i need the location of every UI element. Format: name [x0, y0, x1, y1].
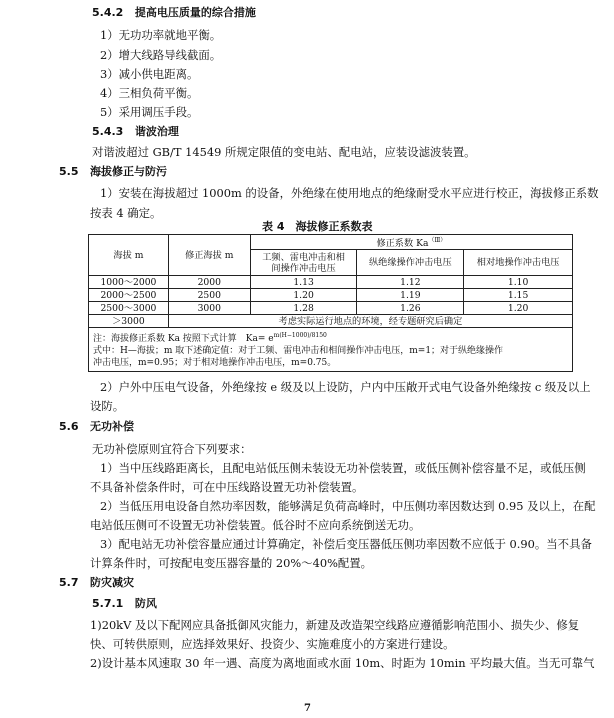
cell-value: 1.12 — [357, 276, 464, 289]
section-5-7-heading — [59, 576, 134, 590]
paragraph-line: 1)20kV 及以下配网应具备抵御风灾能力，新建及改造架空线路应遵循影响范围小、损失少、修复 — [90, 618, 580, 632]
table-row — [89, 289, 573, 302]
cell-value: 1.19 — [357, 289, 464, 302]
paragraph-line: 电站低压侧可不设置无功补偿装置。低谷时不应向系统倒送无功。 — [90, 518, 421, 532]
paragraph-line: 设防。 — [90, 399, 125, 413]
paragraph-line: 1）当中压线路距离长，且配电站低压侧未装设无功补偿装置，或低压侧补偿容量不足，或低压侧 — [100, 461, 586, 475]
cell-value: 1.13 — [250, 276, 357, 289]
cell-altitude: 2000～2500 — [89, 289, 169, 302]
header-longitudinal: 纵绝缘操作冲击电压 — [357, 250, 464, 276]
paragraph-line: 快、可转供原则，应选择效果好、投资少、实施难度小的方案进行建设。 — [90, 637, 455, 651]
list-item: 3）减小供电距离。 — [100, 67, 199, 81]
section-number: 5.4.2 — [92, 6, 124, 19]
cell-merged-note: 考虑实际运行地点的环境，经专题研究后确定 — [168, 315, 572, 328]
paragraph-line: 2)设计基本风速取 30 年一遇、高度为离地面或水面 10m、时距为 10min 平均最大值。当无可靠气 — [90, 656, 595, 670]
list-item: 2）增大线路导线截面。 — [100, 48, 222, 62]
table-row — [89, 276, 573, 289]
table-row — [89, 315, 573, 328]
cell-value: 1.28 — [250, 302, 357, 315]
header-ka-label: 修正系数 Ka — [376, 238, 429, 250]
section-5-5-heading — [59, 165, 167, 179]
cell-corrected: 2500 — [168, 289, 250, 302]
table-caption: 表 4 海拔修正系数表 — [262, 220, 373, 233]
header-altitude: 海拔 m — [89, 235, 169, 276]
header-ka-superscript: （Ⅲ） — [428, 237, 447, 244]
table-row — [89, 302, 573, 315]
paragraph-line: 不具备补偿条件时，可在中压线路设置无功补偿装置。 — [90, 480, 364, 494]
table-note — [89, 328, 573, 372]
cell-value: 1.20 — [250, 289, 357, 302]
section-title: 防灾减灾 — [90, 576, 134, 589]
section-5-4-2-heading — [92, 6, 256, 20]
paragraph: 对谐波超过 GB/T 14549 所规定限值的变电站、配电站，应装设滤波装置。 — [92, 145, 476, 159]
page-number: 7 — [304, 703, 311, 714]
paragraph-line: 计算条件时，可按配电变压器容量的 20%～40%配置。 — [90, 556, 373, 570]
cell-value: 1.20 — [464, 302, 573, 315]
cell-value: 1.15 — [464, 289, 573, 302]
header-power-frequency — [250, 250, 357, 276]
section-number: 5.7.1 — [92, 597, 124, 610]
header-line: 工频、雷电冲击和相 — [262, 251, 345, 263]
paragraph-line: 无功补偿原则宜符合下列要求： — [92, 442, 252, 456]
cell-value: 1.26 — [357, 302, 464, 315]
header-corrected-altitude: 修正海拔 m — [168, 235, 250, 276]
note-exponent: m(H−1000)/8150 — [273, 332, 327, 340]
header-line: 间操作冲击电压 — [271, 262, 336, 274]
section-title: 海拔修正与防污 — [90, 165, 167, 178]
header-correction-factor — [250, 235, 572, 250]
section-title: 防风 — [134, 597, 157, 610]
cell-corrected: 2000 — [168, 276, 250, 289]
list-item: 1）无功功率就地平衡。 — [100, 28, 222, 42]
cell-altitude: 1000～2000 — [89, 276, 169, 289]
header-phase-to-ground: 相对地操作冲击电压 — [464, 250, 573, 276]
section-number: 5.7 — [59, 576, 79, 589]
cell-value: 1.10 — [464, 276, 573, 289]
paragraph-line: 2）当低压用电设备自然功率因数，能够满足负荷高峰时，中压侧功率因数达到 0.95 及以上，在配 — [100, 499, 596, 513]
section-5-6-heading — [59, 420, 134, 434]
cell-corrected: 3000 — [168, 302, 250, 315]
cell-altitude: 2500～3000 — [89, 302, 169, 315]
table-header-row — [89, 235, 573, 250]
table-note-row — [89, 328, 573, 372]
section-number: 5.5 — [59, 165, 79, 178]
note-line: 冲击电压，m=0.95；对于相对地操作冲击电压，m=0.75。 — [93, 358, 337, 369]
section-number: 5.6 — [59, 420, 79, 433]
paragraph-line: 按表 4 确定。 — [90, 206, 162, 220]
section-number: 5.4.3 — [92, 125, 124, 138]
list-item: 5）采用调压手段。 — [100, 105, 199, 119]
section-title: 谐波治理 — [134, 125, 179, 138]
section-5-7-1-heading — [92, 597, 157, 611]
note-line: 式中：H—海拔；m 取下述确定值：对于工频、雷电冲击和相间操作冲击电压，m=1；对于纵绝缘操作 — [93, 346, 504, 357]
cell-altitude: ＞3000 — [89, 315, 169, 328]
altitude-correction-table — [88, 234, 573, 372]
section-title: 提高电压质量的综合措施 — [134, 6, 256, 19]
section-5-4-3-heading — [92, 125, 179, 139]
note-line: 注：海拔修正系数 Ka 按照下式计算 Ka= e — [93, 334, 274, 345]
list-item: 4）三相负荷平衡。 — [100, 86, 199, 100]
paragraph-line: 3）配电站无功补偿容量应通过计算确定，补偿后变压器低压侧功率因数不应低于 0.90。当不具备 — [100, 537, 592, 551]
paragraph-line: 2）户外中压电气设备，外绝缘按 e 级及以上设防，户内中压敞开式电气设备外绝缘按 c 级及以上 — [100, 380, 591, 394]
paragraph-line: 1）安装在海拔超过 1000m 的设备，外绝缘在使用地点的绝缘耐受水平应进行校正，海拔修正系数 — [100, 186, 599, 200]
section-title: 无功补偿 — [90, 420, 134, 433]
